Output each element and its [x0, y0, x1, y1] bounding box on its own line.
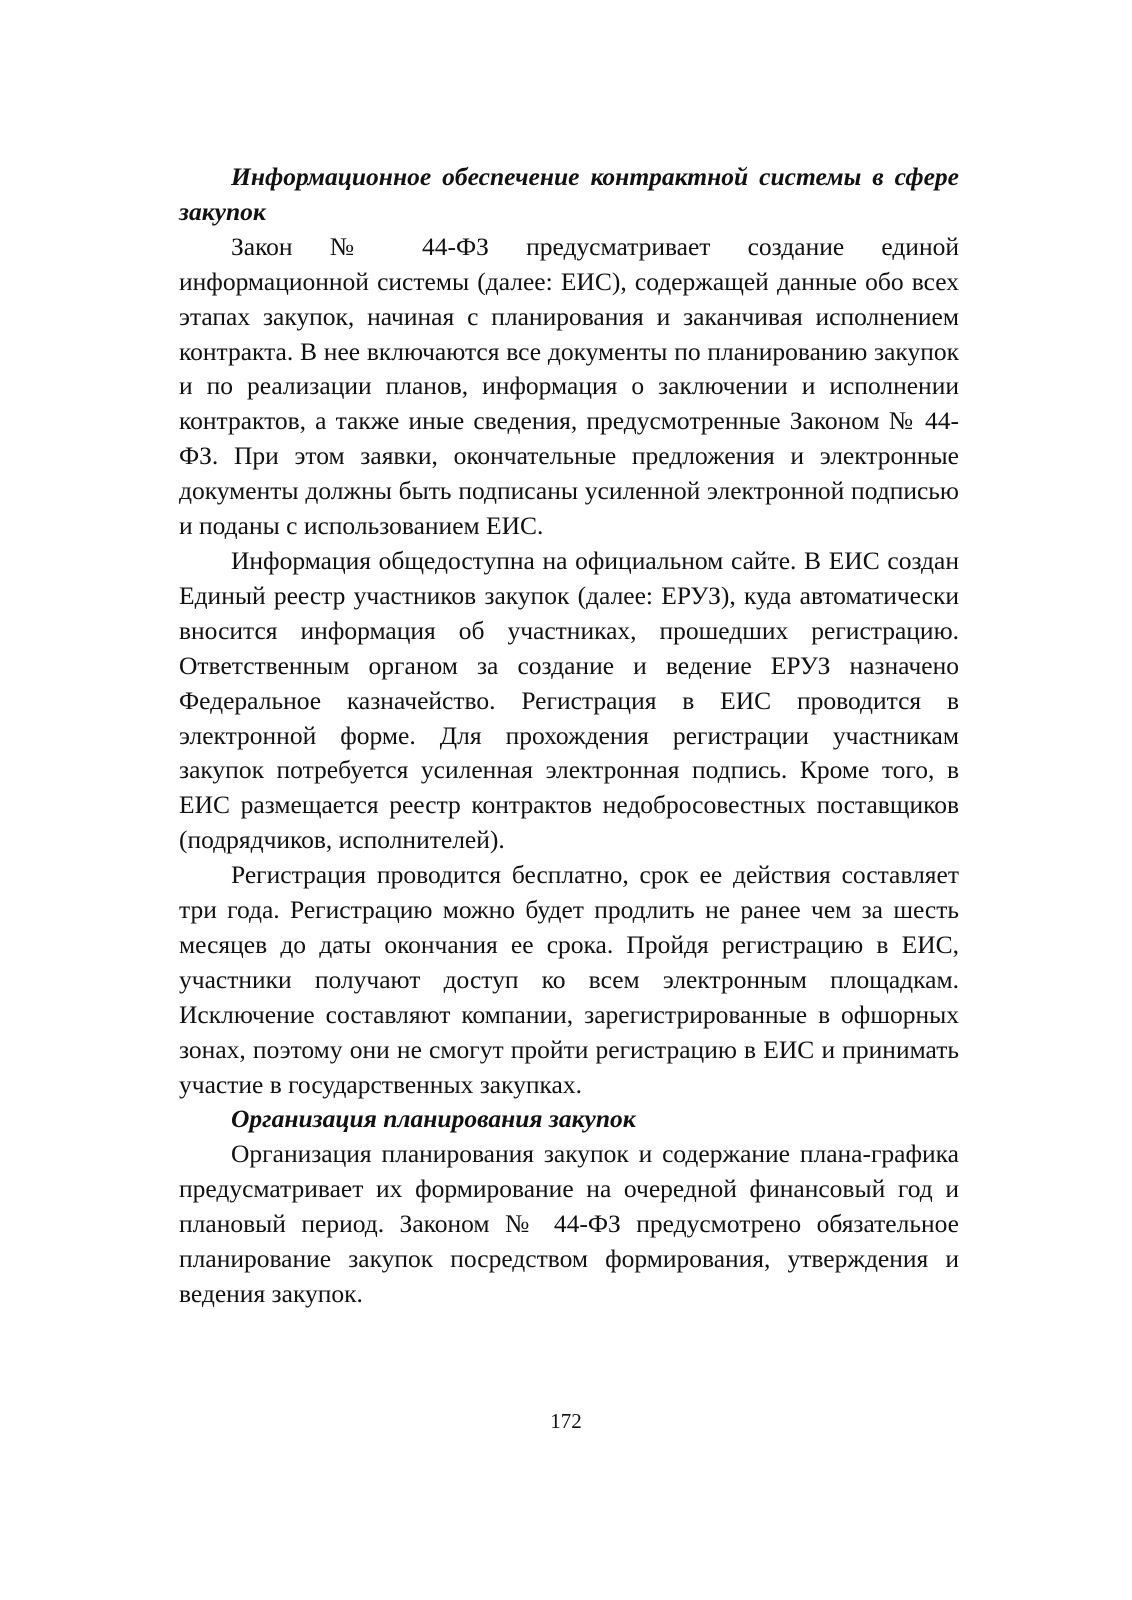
page-text — [179, 160, 959, 1312]
section-heading-procurement-planning: Организация планирования закупок — [231, 1104, 636, 1134]
page-number: 172 — [550, 1409, 582, 1433]
paragraph-eis-law: Закон № 44-ФЗ предусматривает создание единой информационной системы (далее: ЕИС), содержащей данные обо всех этапах закупок, начиная с планирования и заканчивая исполнением контракта. В нее включаются все документы по планированию закупок и по реализации планов, информация о заключении и исполнении контрактов, а также иные сведения, предусмотренные Законом № 44-ФЗ. При этом заявки, окончательные предложения и электронные документы должны быть подписаны усиленной электронной подписью и поданы с использованием ЕИС. — [179, 231, 959, 541]
section-heading-information-support: Информационное обеспечение контрактной системы в сфере закупок — [179, 162, 959, 226]
paragraph-eruz-registry: Информация общедоступна на официальном сайте. В ЕИС создан Единый реестр участников закупок (далее: ЕРУЗ), куда автоматически вносится информация об участниках, прошедших регистрацию. Ответственным органом за создание и ведение ЕРУЗ назначено Федеральное казначейство. Регистрация в ЕИС проводится в электронной форме. Для прохождения регистрации участникам закупок потребуется усиленная электронная подпись. Кроме того, в ЕИС размещается реестр контрактов недобросовестных поставщиков (подрядчиков, исполнителей). — [179, 545, 959, 855]
paragraph-planning-schedule: Организация планирования закупок и содержание плана-графика предусматривает их формирование на очередной финансовый год и плановый период. Законом № 44-ФЗ предусмотрено обязательное планирование закупок посредством формирования, утверждения и ведения закупок. — [179, 1139, 959, 1308]
paragraph-registration-terms: Регистрация проводится бесплатно, срок ее действия составляет три года. Регистрацию можно будет продлить не ранее чем за шесть месяцев до даты окончания ее срока. Пройдя регистрацию в ЕИС, участники получают доступ ко всем электронным площадкам. Исключение составляют компании, зарегистрированные в офшорных зонах, поэтому они не смогут пройти регистрацию в ЕИС и принимать участие в государственных закупках. — [179, 860, 959, 1099]
